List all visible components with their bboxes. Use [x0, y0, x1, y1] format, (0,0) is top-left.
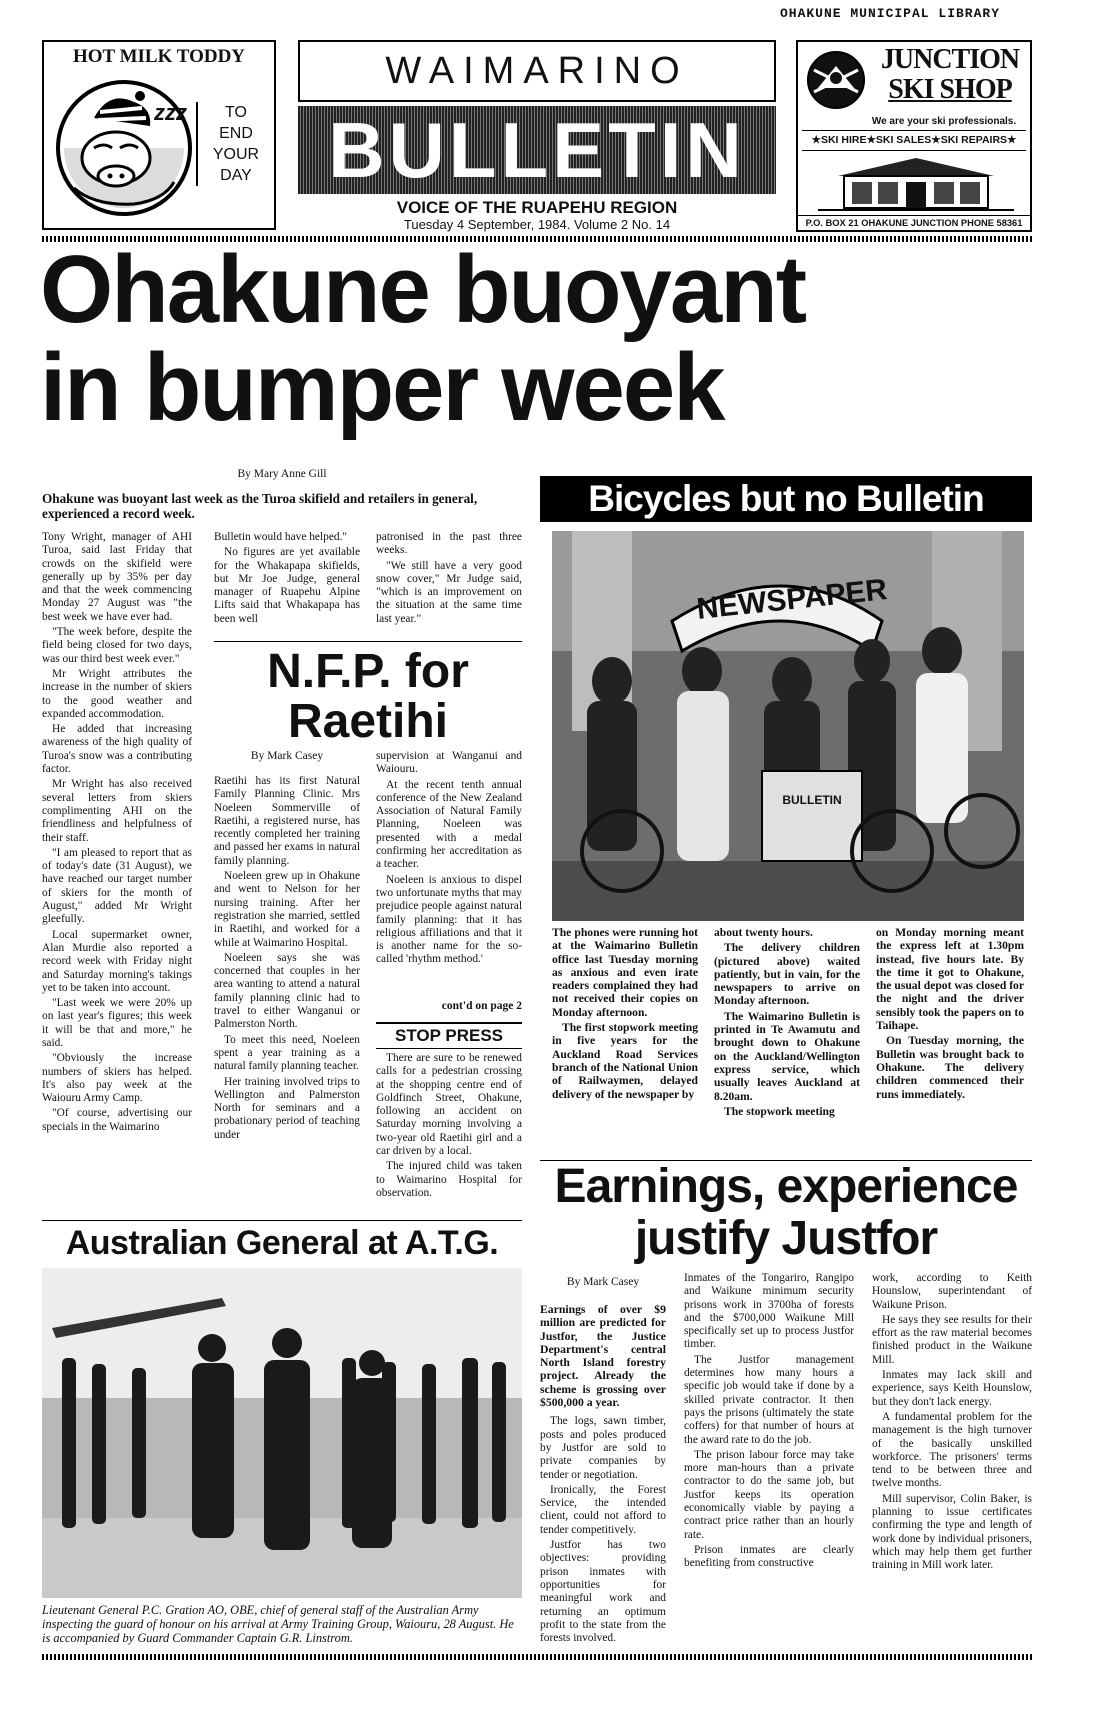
cow-illustration-icon	[54, 78, 194, 218]
ad-left-line: END	[219, 125, 253, 142]
page-bottom-rule	[42, 1654, 1032, 1660]
nfp-col2	[376, 750, 522, 969]
ad-left-title: HOT MILK TODDY	[72, 46, 246, 67]
library-stamp: OHAKUNE MUNICIPAL LIBRARY	[779, 6, 1001, 21]
paragraph: The logs, sawn timber, posts and poles produced by Justfor are sold to private companies by tender or negotiation.	[540, 1415, 666, 1481]
main-headline-line1: Ohakune buoyant	[40, 236, 806, 343]
paragraph: The Justfor management determines how many hours a specific job would take if done by a skilled private contractor. It then pays the prisons (ultimately the state coffers) for that number of hours at the award rate to do the job.	[684, 1353, 854, 1446]
paragraph: supervision at Wanganui and Waiouru.	[376, 750, 522, 776]
ski-shop-services: ★SKI HIRE★SKI SALES★SKI REPAIRS★	[811, 134, 1017, 146]
masthead-title-bar	[298, 106, 776, 194]
paragraph: Ironically, the Forest Service, the intended client, could not afford to tender competitively.	[540, 1483, 666, 1536]
ski-shop-title2: SKI SHOP	[888, 74, 1012, 105]
paragraph: At the recent tenth annual conference of the New Zealand Association of Natural Family Planning, Noeleen was presented with a medal confirming her accreditation as a teacher.	[376, 778, 522, 871]
paragraph: Tony Wright, manager of AHI Turoa, said last Friday that crowds on the skifield were generally up by 35% per day and that the week commencing Monday 27 August was "the best week we have ever had.	[42, 531, 192, 623]
bicycles-head-bar	[540, 476, 1032, 522]
paragraph: on Monday morning meant the express left at 1.30pm instead, five hours late. By the time it got to Ohakune, the usual depot was closed for the night and the driver sensibly took the papers on to Taihape.	[876, 926, 1024, 1033]
paragraph: "Obviously the increase numbers of skiers has helped. It's also pay week at the Waiouru Army Camp.	[42, 1052, 192, 1105]
main-lead: Ohakune was buoyant last week as the Turoa skifield and retailers in general, experienced a record week.	[42, 491, 478, 521]
paragraph: Inmates of the Tongariro, Rangipo and Waikune minimum security prisons work in 3700ha of forests and the $700,000 Waikune Mill specifically set up to process Justfor timber.	[684, 1272, 854, 1351]
paragraph: The first stopwork meeting in five years for the Auckland Road Services branch of the National Union of Railwaymen, delayed delivery of the newspaper by	[552, 1021, 698, 1101]
paragraph: "Of course, advertising our specials in the Waimarino	[42, 1107, 192, 1133]
paragraph: Bulletin would have helped."	[214, 531, 348, 543]
masthead-date: Tuesday 4 September, 1984. Volume 2 No. 14	[403, 217, 671, 232]
zzz-text: zzz	[154, 100, 187, 125]
stop-press-rule-bottom	[376, 1048, 522, 1049]
paragraph: He says they see results for their effort as the raw material becomes finished product in the Waikune Mill.	[872, 1313, 1032, 1366]
paragraph: The phones were running hot at the Waimarino Bulletin office last Tuesday morning as anxious and even irate readers complained they had not received their copies on Monday afternoon.	[552, 926, 698, 1019]
masthead-tagline: VOICE OF THE RUAPEHU REGION	[396, 198, 678, 217]
paragraph: Mr Wright has also received several letters from skiers complimenting AHI on the friendliness and helpfulness of their staff.	[42, 778, 192, 844]
paragraph: Inmates may lack skill and experience, says Keith Hounslow, but they don't lack energy.	[872, 1369, 1032, 1408]
story1-col2	[214, 531, 360, 628]
paragraph: There are sure to be renewed calls for a pedestrian crossing at the shopping centre end of Goldfinch Street, Ohakune, following an accident on Saturday morning involving a two-year old Raetihi girl and a car driven by a local.	[376, 1052, 522, 1158]
paragraph: A fundamental problem for the management is the high turnover of the basically unskilled workforce. The prisoners' terms tend to be between three and twelve months.	[872, 1410, 1032, 1490]
stop-press-rule-top	[376, 1022, 522, 1024]
atg-headline: Australian General at A.T.G.	[65, 1224, 499, 1262]
paragraph: To meet this need, Noeleen spent a year training as a natural family planning teacher.	[214, 1033, 360, 1073]
ad-left-line: TO	[225, 104, 247, 121]
ad-left-line: DAY	[220, 167, 252, 184]
paragraph: "I am pleased to report that as of today's date (31 August), we have reached our target number of skiers for the month of August," added Mr Wright gleefully.	[42, 846, 192, 926]
bicycles-col1	[552, 926, 698, 1103]
atg-caption: Lieutenant General P.C. Gration AO, OBE, chief of general staff of the Australian Army inspecting the guard of honour on his arrival at Army Training Group, Waiouru, 28 August. He is accompanied by Guard Commander Captain G.R. Linstrom.	[42, 1603, 514, 1645]
paragraph: On Tuesday morning, the Bulletin was brought back to Ohakune. The delivery children commenced their runs immediately.	[876, 1034, 1024, 1101]
paragraph: The Waimarino Bulletin is printed in Te Awamutu and brought down to Ohakune on the Auckland/Wellington express service, which usually leaves Auckland at 8.20am.	[714, 1009, 860, 1103]
paragraph: The stopwork meeting	[724, 1104, 835, 1118]
bicycles-photo	[552, 531, 1024, 921]
masthead-title: BULLETIN	[328, 106, 746, 194]
paragraph: about twenty hours.	[714, 926, 813, 939]
photo-sign-text: NEWSPAPER	[695, 573, 889, 626]
justfor-col1	[540, 1303, 666, 1647]
bicycles-col3	[876, 926, 1024, 1103]
paragraph: The prison labour force may take more man-hours than a private contractor to do the same job, but Justfor keeps its operation economically viable by paying a contract price rather than an hourly rate.	[684, 1448, 854, 1541]
atg-photo	[42, 1268, 522, 1598]
story1-col3	[376, 531, 522, 628]
justfor-headline-line1: Earnings, experience	[554, 1160, 1018, 1213]
story1-col1	[42, 531, 192, 1136]
ski-shop-emblem-icon	[804, 48, 868, 112]
paragraph: Justfor has two objectives: providing prison inmates with opportunities for meaningful work and returning an optimum profit to the state from the forests involved.	[540, 1539, 666, 1645]
bicycles-headline: Bicycles but no Bulletin	[588, 478, 984, 519]
masthead-name: WAIMARINO	[385, 50, 689, 92]
nfp-headline-line1: N.F.P. for	[267, 645, 469, 698]
ad-junction-ski-shop	[796, 40, 1032, 232]
main-headline-line2: in bumper week	[40, 334, 724, 441]
ski-shop-building-icon	[818, 154, 1014, 212]
masthead	[298, 40, 778, 232]
bicycles-col2	[714, 926, 860, 1120]
ad-hot-milk-toddy	[42, 40, 276, 230]
paragraph: He added that increasing awareness of the high quality of Turoa's snow was a contributing factor.	[42, 723, 192, 776]
ski-shop-divider	[802, 130, 1026, 131]
paragraph: Noeleen is anxious to dispel two unfortunate myths that may prejudice people against natural family planning: that it has religious affiliations and that it is another name for the so-called 'rhythm method.'	[376, 873, 522, 966]
paragraph: Local supermarket owner, Alan Murdie also reported a record week with Friday night and Saturday morning's takings yet to be taken into account.	[42, 928, 192, 994]
ski-shop-title1: JUNCTION	[880, 44, 1020, 75]
paragraph: No figures are yet available for the Whakapapa skifields, but Mr Joe Judge, general manager of Ruapehu Alpine Lifts said that Whakapapa has been well	[214, 546, 360, 625]
paragraph: "Last week we were 20% up on last year's figures; this week it will be that and more," he said.	[42, 997, 192, 1049]
justfor-col3	[872, 1272, 1032, 1575]
paragraph: "We still have a very good snow cover," Mr Judge said, "which is an improvement on the situation at the same time last year."	[376, 559, 522, 625]
photo-box-text: BULLETIN	[782, 793, 842, 807]
justfor-byline: By Mark Casey	[566, 1276, 640, 1288]
ad-left-slogan	[196, 102, 274, 186]
stop-press-head: STOP PRESS	[394, 1026, 504, 1045]
paragraph: Her training involved trips to Wellington and Palmerston North for seminars and a probationary period of teaching under	[214, 1075, 360, 1141]
main-byline: By Mary Anne Gill	[237, 468, 327, 480]
justfor-lead: Earnings of over $9 million are predicted for Justfor, the Justice Department's central North Island forestry project. Already the scheme is grossing over $500,000 a year.	[540, 1303, 666, 1410]
paragraph: Noeleen grew up in Ohakune and went to Nelson for her nursing training. After her registration she married, settled in Raetihi, and worked for a while at Waimarino Hospital.	[214, 870, 360, 949]
paragraph: "The week before, despite the field being closed for two days, was our third best week ever."	[42, 626, 192, 665]
paragraph: Raetihi has its first Natural Family Planning Clinic. Mrs Noeleen Sommerville of Raetihi, a registered nurse, has recently completed her training and passed her exams in natural family planning.	[214, 775, 360, 867]
ski-shop-divider	[802, 150, 1026, 151]
paragraph: work, according to Keith Hounslow, superintendant of Waikune Prison.	[872, 1272, 1032, 1311]
paragraph: Mr Wright attributes the increase in the number of skiers to the good weather and expanded accommodation.	[42, 667, 192, 720]
nfp-contd: cont'd on page 2	[441, 1000, 522, 1012]
paragraph: The delivery children (pictured above) waited patiently, but in vain, for the newspapers to arrive on Monday afternoon.	[714, 941, 860, 1008]
story1-divider	[214, 641, 522, 642]
atg-top-rule	[42, 1220, 522, 1221]
paragraph: Prison inmates are clearly benefiting from constructive	[684, 1543, 854, 1570]
stop-press-body	[376, 1052, 522, 1202]
justfor-col2	[684, 1272, 854, 1573]
paragraph: The injured child was taken to Waimarino Hospital for observation.	[376, 1160, 522, 1199]
nfp-byline: By Mark Casey	[250, 750, 324, 762]
justfor-headline-line2: justify Justfor	[634, 1212, 938, 1265]
ski-shop-tag: We are your ski professionals.	[871, 116, 1017, 127]
paragraph: Mill supervisor, Colin Baker, is planning to issue certificates confirming the type and length of work done by individual prisoners, which may help them get further training in Mill work later.	[872, 1492, 1032, 1572]
ski-shop-address: P.O. BOX 21 OHAKUNE JUNCTION PHONE 58361	[798, 215, 1030, 228]
masthead-name-box	[298, 40, 776, 102]
paragraph: Noeleen says she was concerned that couples in her area wanting to attend a natural family planning clinic had to travel to either Wanganui or Palmerston North.	[214, 951, 360, 1031]
paragraph: patronised in the past three weeks.	[376, 531, 522, 557]
ad-left-line: YOUR	[212, 146, 260, 163]
nfp-col1	[214, 775, 360, 1144]
nfp-headline-line2: Raetihi	[287, 695, 449, 748]
